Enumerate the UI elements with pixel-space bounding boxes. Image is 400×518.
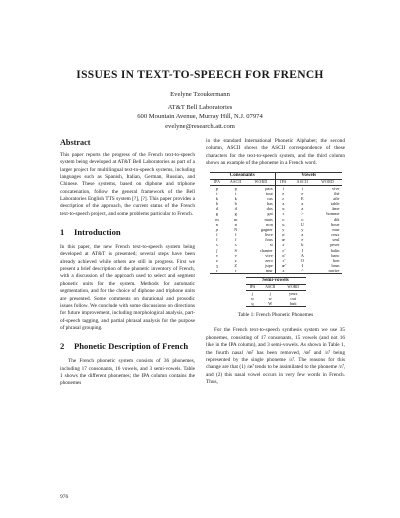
table-cell: g (234, 211, 237, 217)
table-cell: U (300, 221, 304, 227)
phoneme-table (210, 172, 342, 274)
table-cell: non (266, 221, 273, 227)
table-cell: oui (290, 295, 297, 301)
section-2-continued-text: in the standard International Phonetic Alphabet; the second column, ASCII shows the ASCII correspondence of these characters for the text-to-speech system, and the third column shows an example of the phoneme in a French word. (206, 138, 345, 167)
column-header: WORD (314, 179, 342, 185)
table-cell: table (330, 201, 340, 207)
table-cell: dos (266, 206, 273, 212)
table-cell: d (234, 206, 237, 212)
vowels-label: Vowels (275, 173, 341, 179)
table-cell: N (234, 226, 238, 232)
author-email: evelyne@research.att.com (165, 122, 235, 130)
column-header: ASCII (224, 179, 247, 185)
table-cell: r (210, 268, 225, 274)
table-cell: mur (332, 226, 340, 232)
section-2-text: The French phonetic system consists of 36 phonemes, including 17 consonants, 16 vowels, and 3 semi-vowels. Table 1 shows the different phonemes; the IPA column contains the phonemes (60, 358, 195, 387)
table-cell: gai (267, 211, 273, 217)
author-name: Evelyne Tzoukermann (170, 91, 230, 98)
table-cell: ʒ (215, 263, 218, 269)
table-cell: r (224, 268, 247, 274)
table-cell: vive (331, 185, 340, 191)
table-cell: z (234, 257, 237, 263)
table-cell: Z (234, 263, 238, 269)
table-cell: œ̃ (275, 263, 291, 268)
section-1-text: In this paper, the new French text-to-speech system being developed at AT&T is presented; several steps have been already achieved while others are still in progress. First we present a brief description of the phonetic inventory of French, with a discussion of the approach used to select and segment phonetic units for the system. Methods for automatic segmentation, and for the choice of diphone and triphone units are presented. Some comments on durational and prosodic issues follow. We conclude with some discussions on directions for future improvement, including morphological analysis, part-of-speech tagging, and partial phrasal analysis for the purpose of phrasal grouping. (60, 244, 195, 331)
table-cell: s (234, 242, 237, 248)
table-cell: o (301, 216, 304, 222)
table-cell: e (301, 190, 304, 196)
table-cell: I (301, 263, 304, 269)
table-cell: m (234, 216, 238, 222)
table-cell: ɛ (275, 196, 291, 201)
column-header: IPA (246, 284, 260, 290)
table-cell: o (275, 217, 291, 222)
table-cell: f (216, 237, 218, 243)
table-cell: n (215, 221, 218, 227)
table-cell: âme (332, 206, 340, 212)
table-cell: ə (275, 242, 291, 247)
table-cell: u (275, 222, 291, 227)
table-cell: livre (264, 232, 273, 238)
table-cell: tout (265, 190, 273, 196)
table-cell: f (235, 232, 237, 238)
table-cell: y (301, 226, 304, 232)
table-cell: paix (265, 185, 273, 191)
column-header: WORD (281, 284, 306, 290)
table-cell: ^ (291, 268, 314, 274)
table-cell: f (216, 232, 218, 238)
table-cell: mur (247, 268, 275, 274)
table-cell: a (301, 206, 304, 212)
page-number: 976 (60, 494, 69, 500)
table-cell: ə (275, 268, 291, 274)
table-cell: n (234, 221, 237, 227)
semivowel-table (246, 277, 306, 307)
table-cell: ʃ (216, 247, 218, 253)
table-cell: E (301, 196, 304, 201)
table-cell: d (215, 206, 218, 212)
section-title: Introduction (74, 227, 121, 238)
table-cell: ɔ̃ (275, 258, 291, 263)
table-cell: mais (264, 216, 273, 222)
table-cell: f (235, 237, 237, 243)
table-cell: ceux (331, 232, 340, 238)
table-cell: ø (275, 232, 291, 237)
table-cell: si (269, 242, 273, 248)
table-cell: gagner (260, 226, 273, 232)
abstract-heading: Abstract (60, 138, 91, 147)
table-cell: banc (331, 252, 340, 258)
table-cell: chanter (259, 247, 273, 253)
table-cell: j (269, 290, 271, 296)
table-cell: v (234, 252, 237, 258)
column-header: WORD (247, 179, 275, 185)
table-cell: zero (265, 257, 273, 263)
table-cell: e (275, 191, 291, 196)
table-row (246, 301, 306, 307)
table-cell: j (251, 290, 254, 296)
table-cell: W (260, 301, 281, 307)
column-header: ASCII (260, 284, 281, 290)
column-header: IPA (210, 179, 225, 185)
table-cell: ɔ (275, 211, 291, 216)
table-cell: > (301, 211, 304, 217)
table-cell: m (215, 216, 219, 222)
table-cell: aile (333, 196, 340, 201)
table-caption: Table 1: French Phonetic Phonemes (237, 312, 314, 319)
paper-title: ISSUES IN TEXT-TO-SPEECH FOR FRENCH (76, 69, 324, 81)
table-cell: k (234, 196, 237, 201)
table-cell: e (301, 237, 304, 243)
affiliation-line: 600 Mountain Avenue, Murray Hill, N.J. 07974 (137, 113, 263, 121)
table-cell: k (215, 196, 218, 201)
table-cell: brun (331, 263, 340, 269)
section-2-heading (60, 341, 195, 352)
right-column (206, 138, 345, 386)
table-cell: bon (332, 257, 340, 263)
table-cell: huit (281, 301, 306, 307)
table-cell: ɑ̃ (275, 253, 291, 258)
table-cell: k (301, 242, 304, 248)
table-cell: cas (267, 196, 273, 201)
table-cell: yeux (288, 290, 298, 296)
table-cell: ɲ (215, 226, 218, 232)
consonants-label: Consonants (210, 173, 276, 179)
table-cell: ɥ (246, 301, 260, 307)
table-cell: œ (275, 237, 291, 242)
table-cell: vive (265, 252, 273, 258)
section-number: 2 (60, 341, 65, 352)
section-1-heading (60, 227, 195, 238)
author-block (0, 90, 400, 131)
table-cell: b (234, 201, 237, 207)
table-cell: t (235, 190, 237, 196)
table-cell: z (215, 257, 218, 263)
section-2-closing-text: For the French text-to-speech synthesis system we use 35 phonemes, consisting of 17 consonants, 15 vowels (and not 16 like in the IPA column), and 3 semi-vowels. As shown in Table 1, the fourth nasal /œ̃/ has been removed, /œ̃/ and /ɛ̃/ being represented by the single phoneme /ɛ̃/. The reasons for this change are that (1) /œ̃/ tends to be assimilated to the phoneme /ɛ̃/, and (2) this nasal vowel occurs in very few words in French. Thus, (206, 327, 345, 385)
table-cell: p (215, 185, 218, 191)
table-cell: ɑ (275, 206, 291, 211)
table-cell: seul (332, 237, 340, 243)
table-cell: a (301, 201, 304, 207)
table-cell: boue (330, 221, 340, 227)
table-cell: homme (326, 211, 340, 217)
affiliation-line: AT&T Bell Laboratories (167, 104, 233, 112)
table-cell: A (300, 252, 304, 258)
table-cell: bas (266, 201, 273, 207)
table-cell: thé (334, 190, 340, 196)
table-cell: balin (330, 247, 340, 253)
table-cell: i (275, 185, 291, 191)
table-cell: jupe (265, 263, 273, 269)
semivowels-label: Semi-vowels (246, 278, 306, 284)
section-number: 1 (60, 227, 65, 238)
column-header: ASCII (291, 179, 314, 185)
table-cell: w (250, 295, 255, 301)
table-cell: p (234, 185, 237, 191)
table-cell: b (215, 201, 218, 207)
left-column (60, 138, 195, 388)
table-cell: g (215, 211, 218, 217)
table-cell: peser (330, 242, 340, 248)
table-cell: v (215, 252, 218, 258)
table-cell: S (234, 247, 237, 253)
table-cell: y (275, 227, 291, 232)
column-header: IPA (275, 179, 291, 185)
table-cell: I (301, 247, 304, 253)
table-cell: t (216, 190, 218, 196)
table-cell: O (300, 257, 304, 263)
table-cell: a (301, 232, 304, 238)
table-row (210, 268, 342, 274)
table-cell: a (275, 201, 291, 206)
table-cell: dôt (333, 216, 340, 222)
table-cell: s (216, 242, 218, 248)
abstract-text: This paper reports the progress of the French text-to-speech system being developed at AT&T Bell Laboratories as part of a larger project for multilingual text-to-speech systems, including languages such as Spanish, Italian, German, Russian, and Chinese. These systems, based on diphone and triphone concatenation, follow the general framework of the Bell Laboratories English TTS system [?], [?]. This paper provides a description of the approach, the current status of the French text-to-speech project, and some problems particular to French. (60, 152, 195, 217)
table-cell: navire (314, 268, 342, 274)
section-title: Phonetic Description of French (74, 341, 189, 352)
table-cell: w (268, 295, 272, 301)
table-cell: i (301, 185, 303, 191)
table-cell: fous (265, 237, 273, 243)
table-cell: ɛ̃ (275, 248, 291, 253)
